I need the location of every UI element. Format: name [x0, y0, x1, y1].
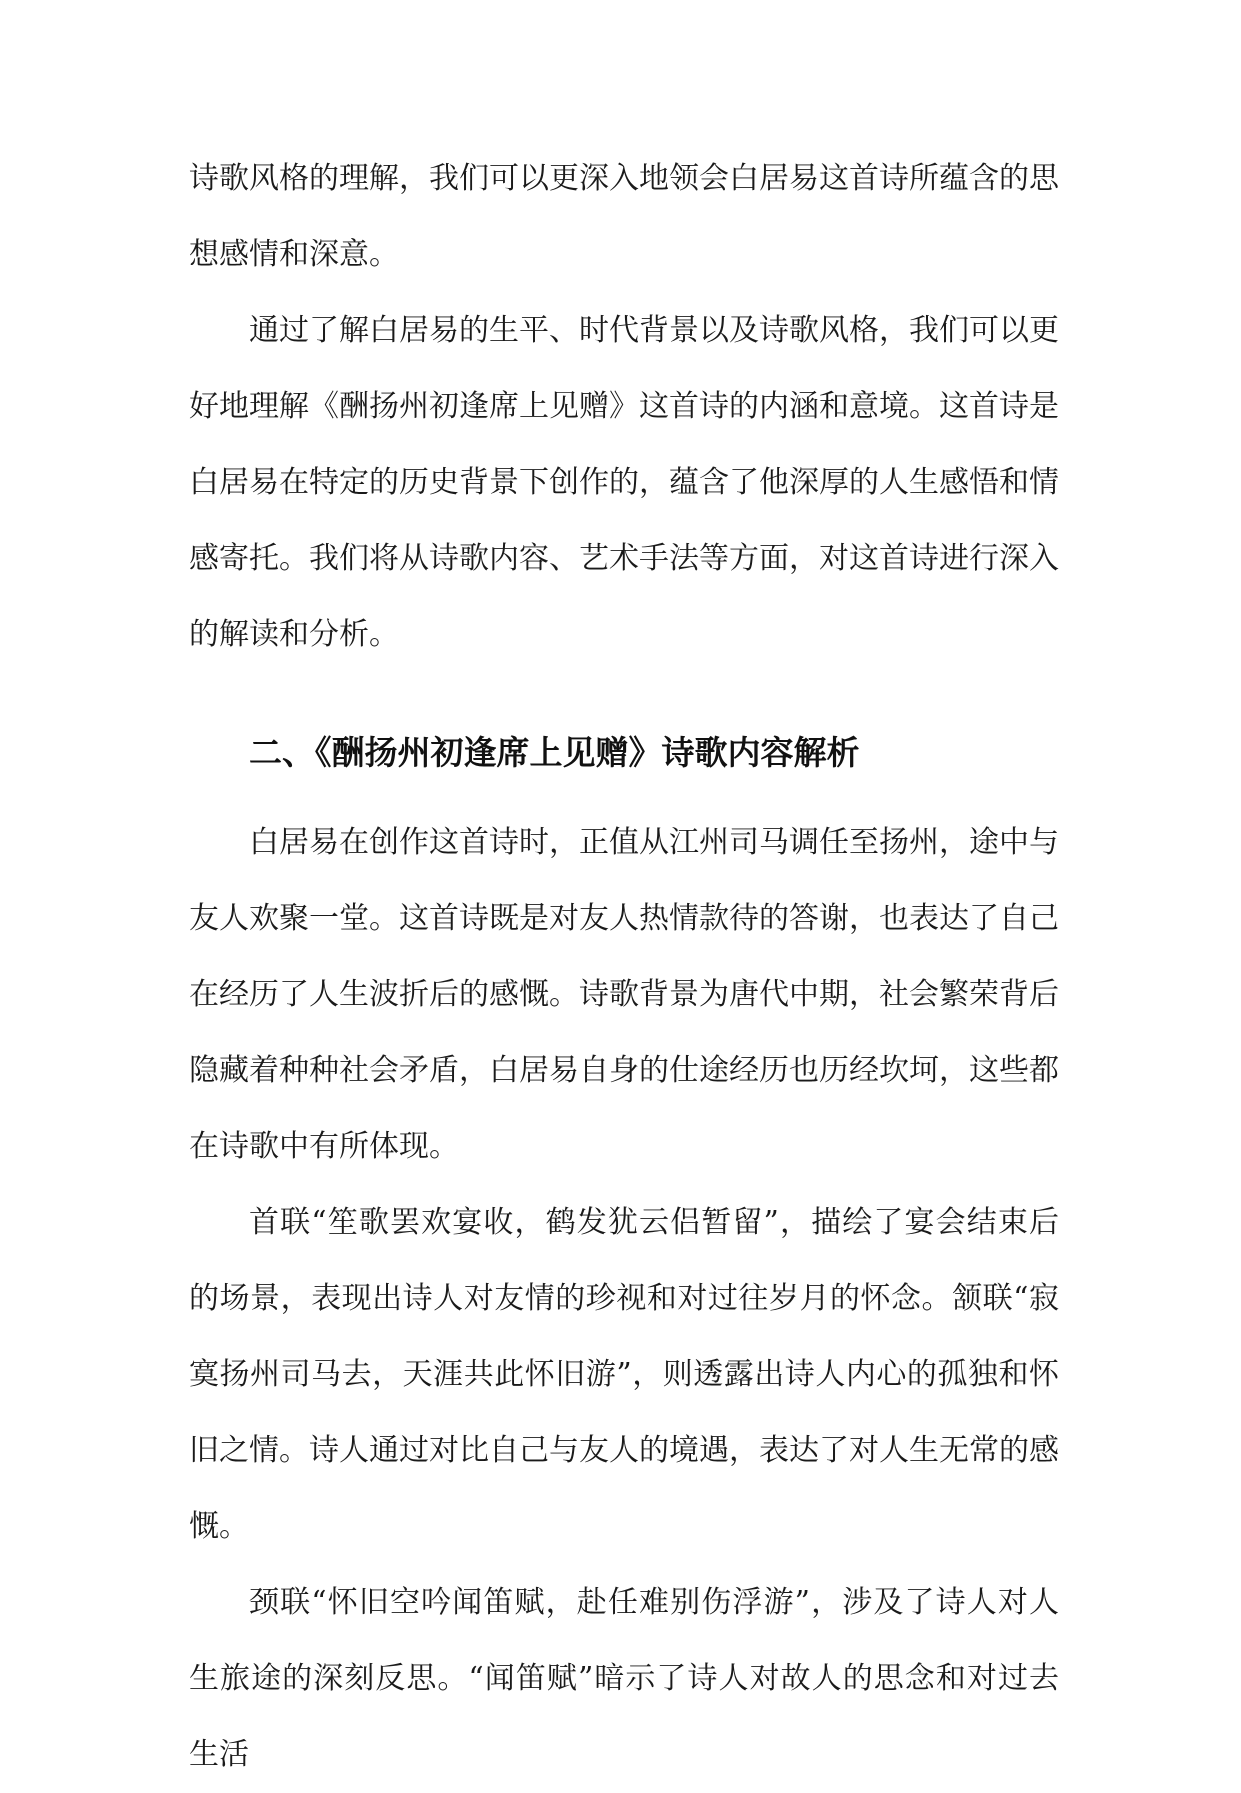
paragraph-first-couplets: 首联“笙歌罢欢宴收，鹤发犹云侣暂留”，描绘了宴会结束后的场景，表现出诗人对友情的珍视和对过往岁月的怀念。颔联“寂寞扬州司马去，天涯共此怀旧游”，则透露出诗人内心的孤独和怀旧之情。诗人通过对比自己与友人的境遇，表达了对人生无常的感慨。	[189, 1205, 1059, 1544]
paragraph-neck-couplet: 颈联“怀旧空吟闻笛赋，赴任难别伤浮游”，涉及了诗人对人生旅途的深刻反思。“闻笛赋”暗示了诗人对故人的思念和对过去生活	[189, 1585, 1059, 1772]
document-body	[189, 141, 1059, 1793]
paragraph-intro-summary: 通过了解白居易的生平、时代背景以及诗歌风格，我们可以更好地理解《酬扬州初逢席上见赠》这首诗的内涵和意境。这首诗是白居易在特定的历史背景下创作的，蕴含了他深厚的人生感悟和情感寄托。我们将从诗歌内容、艺术手法等方面，对这首诗进行深入的解读和分析。	[189, 313, 1059, 652]
paragraph-background: 白居易在创作这首诗时，正值从江州司马调任至扬州，途中与友人欢聚一堂。这首诗既是对友人热情款待的答谢，也表达了自己在经历了人生波折后的感慨。诗歌背景为唐代中期，社会繁荣背后隐藏着种种社会矛盾，白居易自身的仕途经历也历经坎坷，这些都在诗歌中有所体现。	[189, 825, 1059, 1164]
paragraph-continued: 诗歌风格的理解，我们可以更深入地领会白居易这首诗所蕴含的思想感情和深意。	[189, 161, 1059, 272]
section-heading: 二、《酬扬州初逢席上见赠》诗歌内容解析	[249, 733, 860, 772]
